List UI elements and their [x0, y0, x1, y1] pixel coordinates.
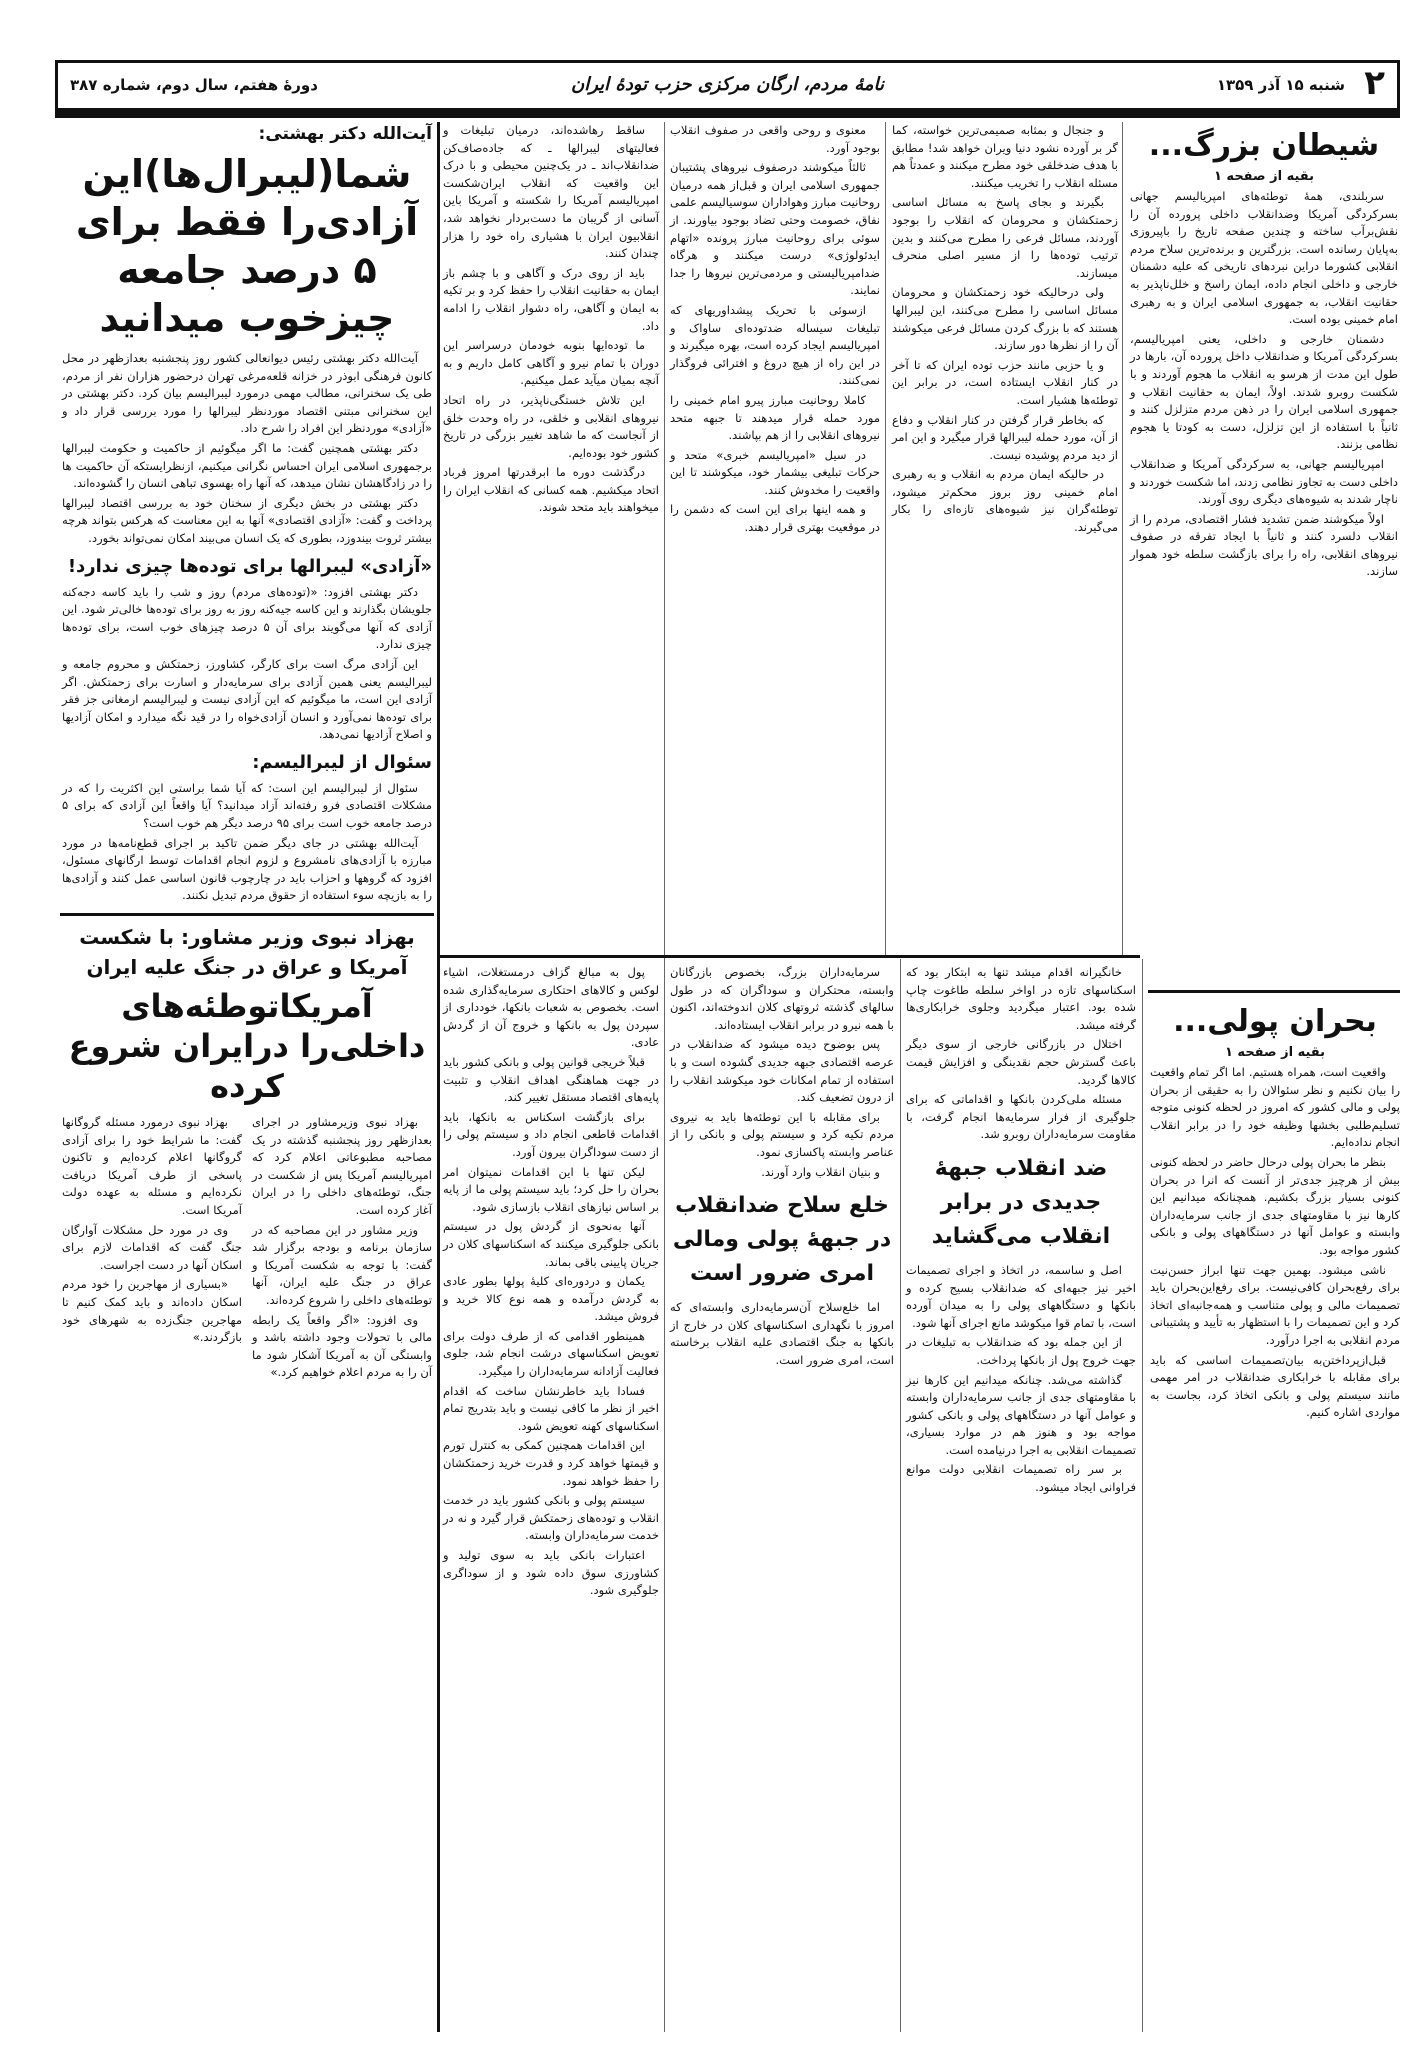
- column-divider: [437, 122, 440, 2032]
- issue-date: شنبه ۱۵ آذر ۱۳۵۹: [1216, 76, 1345, 94]
- paragraph: بر سر راه تصمیمات انقلابی دولت موانع فراوانی ایجاد میشود.: [906, 1462, 1136, 1495]
- paragraph: اما خلع‌سلاح آن‌سرمایه‌داری وابسته‌ای که امروز با نگهداری اسکناسهای کلان در خارج از بانکها به جنگ اقتصادی علیه انقلاب برخاسته است، امری ضرور است.: [670, 1300, 894, 1367]
- paragraph: درگذشت دوره ما ابرقدرتها امروز قرباد اتحاد میکشیم. همه کسانی که انقلاب ایران را میخواهند باید متحد شوند.: [443, 465, 659, 515]
- section-divider: [60, 913, 434, 916]
- article-headline: شما(لیبرال‌ها)این آزادی‌را فقط برای ۵ درصد جامعه چیزخوب میدانید: [75, 152, 419, 340]
- paragraph: کاملا روحانیت مبارز پیرو امام خمینی را مورد حمله قرار میدهند تا جبهه متحد نیروهای انقلابی را از هم بپاشند.: [670, 392, 880, 443]
- paragraph: امپریالیسم جهانی، به سرکردگی آمریکا و ضدانقلاب داخلی دست به تجاوز نظامی زدند، اما شکست خوردند و ناچار شدند به شیوه‌های دیگری روی آورند.: [1130, 456, 1398, 507]
- paragraph: و یا حزبی مانند حزب توده ایران که تا آخر در کنار انقلاب ایستاده است، در برابر این توطئه‌ها هشیار است.: [892, 357, 1118, 407]
- paragraph: اولاً میکوشند ضمن تشدید فشار اقتصادی، مردم را از انقلاب دلسرد کنند و ثانیاً با ایجاد تفرقه در صفوف نیروهای انقلابی، راه را برای بازگشت سلطه خود هموار سازند.: [1130, 511, 1398, 579]
- newspaper-title: نامهٔ مردم، ارگان مرکزی حزب تودهٔ ایران: [571, 74, 884, 95]
- paragraph: مسئله ملی‌کردن بانکها و اقداماتی که برای جلوگیری از فرار سرمایه‌ها انجام گرفت، با مقاومت سرمایه‌داران روبرو شد.: [906, 1092, 1136, 1142]
- article-bohran: [1150, 998, 1400, 1424]
- paragraph: واقعیت است، همراه هستیم. اما اگر تمام واقعیت را بیان نکنیم و نظر سئوالان را به حقیقی از بحران پولی و مالی کشور که امروز در لحظه کنونی متوجه تسلیم‌طلبی بخشها وظیفه خود را در برابر انقلاب انجام نداده‌ایم.: [1150, 1065, 1400, 1150]
- paragraph: بنظر ما بحران پولی درحال حاضر در لحظه کنونی بیش از هرچیز جدی‌تر از آنست که انرا در بحران کنونی بسیار بزرگ بکشیم. همچنانکه میدانیم این کارها نیز با مقاومتهای جدی از جانب سرمایه‌داران وابسته و عوامل آنها در دستگاههای پولی و بانکی کشور مواجه بود.: [1150, 1154, 1400, 1257]
- paragraph: قبل‌ازپرداختن‌به بیان‌تصمیمات اساسی که باید برای مقابله با خرابکاری ضدانقلاب در امر مهمی مانند سیستم پولی و بانکی اتخاذ کرد، بجاست به مواردی اشاره کنیم.: [1150, 1352, 1400, 1420]
- text-column: [670, 964, 894, 1372]
- article-nabavi-col1: [252, 1114, 432, 1384]
- paragraph: لیکن تنها با این اقدامات نمیتوان امر بحران را حل کرد؛ باید سیستم پولی ما از پایه بر اساس نیازهای انقلاب بازسازی شود.: [443, 1164, 659, 1214]
- page-number: ۲: [1364, 63, 1385, 103]
- paragraph: اختلال در بازرگانی خارجی از سوی دیگر باعث گسترش حجم نقدینگی و افزایش قیمت کالاها گردید.: [906, 1037, 1136, 1087]
- paragraph: وزیر مشاور در این مصاحبه که در سازمان برنامه و بودجه برگزار شد گفت: با توجه به شکست آمریکا و عراق در جنگ علیه ایران، آنها توطئه‌های داخلی را شروع کرده‌اند.: [252, 1222, 432, 1307]
- article-nabavi-col2: [62, 1114, 242, 1384]
- continued-label: بقیه از صفحه ۱: [1224, 1045, 1326, 1060]
- left-column: [62, 120, 432, 1384]
- paragraph: وی در مورد حل مشکلات آوارگان جنگ گفت که اقدامات لازم برای اسکان آنها در دست اجراست.: [62, 1222, 242, 1272]
- subheading: سئوال از لیبرالیسم:: [252, 751, 432, 773]
- paragraph: برای مقابله با این توطئه‌ها باید به نیروی مردم تکیه کرد و سیستم پولی و بانکی را از عناصر وابسته پاکسازی نمود.: [670, 1109, 894, 1159]
- paragraph: وی افزود: «اگر واقعاً یک رابطه مالی با تحولات وجود داشته باشد و وابستگی آن به آمریکا آشکار شود ما آن را به مردم اعلام خواهیم کرد.»: [252, 1312, 432, 1380]
- text-column: [443, 964, 659, 1602]
- paragraph: ساقط رهاشده‌اند، درمیان تبلیغات و فعالیتهای لیبرالها ـ که جاده‌صاف‌کن ضدانقلاب‌اند ـ در یک‌چنین محیطی و با درک این واقعیت که انقلاب ایران‌شکست امپریالیسم آمریکا را شکسته و آمریکا باین آسانی از گریبان ما دست‌بردار نخواهد شد، انقلابیون ایران با هشیاری راه خود را هزار چندان کنند.: [443, 123, 659, 261]
- issue-number: دورهٔ هفتم، سال دوم، شماره ۳۸۷: [70, 76, 318, 94]
- paragraph: فسادا باید خاطرنشان ساخت که اقدام اخیر از نظر ما کافی نیست و باید بتدریج تمام اسکناسهای کهنه تعویض شود.: [443, 1383, 659, 1433]
- paragraph: بهزاد نبوی درمورد مسئله گروگانها گفت: ما شرایط خود را برای آزادی گروگانها اعلام کرده‌ایم و تاکنون پاسخی از طرف آمریکا دریافت نکرده‌ایم و مسئله به عهده دولت آمریکا است.: [62, 1115, 242, 1217]
- article-kicker: آیت‌الله دکتر بهشتی:: [258, 124, 432, 144]
- paragraph: در سیل «امپریالیسم خبری» متحد و حرکات تبلیغی بیشمار خود، میکوشند تا این واقعیت را مخدوش کنند.: [670, 447, 880, 497]
- continued-label: بقیه از صفحه ۱: [1213, 169, 1315, 184]
- paragraph: اعتبارات بانکی باید به سوی تولید و کشاورزی سوق داده شود و از سوداگری جلوگیری شود.: [443, 1548, 659, 1598]
- paragraph: قبلاً خریجی قوانین پولی و بانکی کشور باید در جهت هماهنگی اهداف انقلاب و تثبیت پایه‌های اقتصاد مستقل تغییر کند.: [443, 1054, 659, 1105]
- column-divider: [664, 122, 665, 2032]
- text-column: [443, 122, 659, 519]
- paragraph: پول به مبالغ گزاف درمستغلات، اشیاء لوکس و کالاهای احتکاری سرمایه‌گذاری شده است. بخصوص به شعبات بانکها، خودداری از سپردن پول به بانکها و خروج آن از گردش عادی.: [443, 965, 659, 1050]
- paragraph: آیت‌الله دکتر بهشتی رئیس دیوانعالی کشور روز پنجشنبه بعدازظهر در محل کانون فرهنگی ابوذر در خزانه قلعه‌مرغی تهران درحضور هزاران نفر از مردم، طی یک سخنرانی، مطالب مهمی درمورد لیبرالیسم بیان کرد. دکتر بهشتی در این سخنرانی مبتنی اقتصاد موردنظر لیبرالها را مورد بررسی قرار داد و «آزادی» موردنظر این افراد را شرح داد.: [62, 351, 432, 436]
- article-headline: بحران پولی...: [1173, 1004, 1377, 1039]
- paragraph: ناشی میشود. بهمین جهت تنها ابراز حسن‌نیت برای رفع‌بحران کافی‌نیست. برای رفع‌این‌بحران باید تصمیمات مالی و پولی متناسب و همه‌جانبه‌ای اتخاذ کرد و این تصمیمات را با استظهار به تأیید و پشتیبانی مردم انقلابی به اجرا درآورد.: [1150, 1262, 1400, 1347]
- paragraph: دکتر بهشتی افزود: «(توده‌های مردم) روز و شب را باید کاسه دجه‌کنه جلویشان بگذارند و این کاسه جیه‌کنه روز به روز برای توده‌ها خالی‌تر شود. این آزادی که آنها می‌گویند برای آن ۵ درصد چیزهای خوب است، برای توده‌ها چیزی ندارد.: [62, 584, 432, 652]
- article-nabavi-body: [62, 1114, 432, 1384]
- paragraph: گذاشته می‌شد. چنانکه میدانیم این کارها نیز با مقاومتهای جدی از جانب سرمایه‌داران وابسته و عوامل آنها در دستگاههای پولی و بانکی کشور مواجه بود و هنوز هم در موارد بسیاری، تصمیمات انقلابی به اجرا درنیامده است.: [906, 1372, 1136, 1457]
- paragraph: از این جمله بود که ضدانقلاب به تبلیغات در جهت خروج پول از بانکها پرداخت.: [906, 1335, 1136, 1367]
- paragraph: بهزاد نبوی وزیرمشاور در اجرای بعدازظهر روز پنجشنبه گذشته در یک مصاحبه مطبوعاتی اعلام کرد که امپریالیسم آمریکا پس از شکست در جنگ، توطئه‌های داخلی را در ایران آغاز کرده است.: [252, 1115, 432, 1217]
- article-headline: ضد انقلاب جبههٔ جدیدی در برابر انقلاب می‌گشاید: [931, 1155, 1111, 1249]
- paragraph: معنوی و روحی واقعی در صفوف انقلاب بوجود آورد.: [670, 123, 880, 155]
- paragraph: برای بازگشت اسکناس به بانکها، باید اقدامات قاطعی انجام داد و سیستم پولی را از دست سوداگران بیرون آورد.: [443, 1109, 659, 1159]
- paragraph: «بسیاری از مهاجرین را خود مردم اسکان داده‌اند و باید کمک کنیم تا مهاجرین جنگ‌زده به شهرهای خود بازگردند.»: [62, 1277, 242, 1345]
- column-divider: [885, 122, 886, 955]
- section-divider: [1148, 990, 1400, 993]
- paragraph: اصل و ساسمه، در اتخاذ و اجرای تصمیمات اخیر نیز جبهه‌ای که ضدانقلاب بسیج کرده و بانکها و دستگاههای پولی را به میدان آورده است، با تمام قوا میکوشد مانع اجرای آنها شود.: [906, 1262, 1136, 1330]
- article-headline: شیطان بزرگ...: [1148, 128, 1380, 163]
- paragraph: و بنیان انقلاب وارد آورند.: [761, 1164, 880, 1179]
- paragraph: ما توده‌ایها بنوبه خودمان درسراسر این دوران با تمام نیرو و آگاهی کامل داریم و به آنچه بمیان میآید عمل میکنیم.: [443, 338, 659, 388]
- paragraph: سرمایه‌داران بزرگ، بخصوص بازرگانان وابسته، محتکران و سوداگران که در طول سالهای گذشته ثروتهای کلان اندوخته‌اند، اکنون با همه نیرو در برابر انقلاب ایستاده‌اند.: [670, 965, 894, 1032]
- paragraph: دکتر بهشتی همچنین گفت: ما اگر میگوئیم از حاکمیت و حکومت لیبرالها برجمهوری اسلامی ایران احساس نگرانی میکنیم، ازنظرایستکه آن حاکمیت ها را در زادگاهشان نشان میدهد، که آنها راه بهسوی تباهی انسان را گشوده‌اند.: [62, 440, 432, 491]
- paragraph: در حالیکه ایمان مردم به انقلاب و به رهبری امام خمینی روز بروز محکم‌تر میشود، توطئه‌گران نیز شیوه‌های تازه‌ای را بکار می‌گیرند.: [892, 467, 1118, 535]
- paragraph: این تلاش خستگی‌ناپذیر، در راه اتحاد نیروهای انقلابی و خلقی، در راه وحدت خلق از آنجاست که ما شاهد تغییر بزرگی در تاریخ کشور خود بوده‌ایم.: [443, 392, 659, 460]
- article-beheshti: [62, 122, 432, 905]
- paragraph: سیستم پولی و بانکی کشور باید در خدمت انقلاب و توده‌های زحمتکش قرار گیرد و نه در خدمت سرمایه‌داران وابسته.: [443, 1493, 659, 1543]
- column-divider: [900, 959, 901, 2032]
- paragraph: این اقدامات همچنین کمکی به کنترل تورم و قیمتها خواهد کرد و قدرت خرید زحمتکشان را حفظ خواهد نمود.: [443, 1438, 659, 1488]
- paragraph: و جنجال و بمثابه صمیمی‌ترین خواسته، کما گر بر آورده نشود دنیا ویران خواهد شد! مطابق با هدف ضدخلقی خود مطرح میکنند و عمدتاً هم مسئله انقلاب را تخریب میکنند.: [892, 123, 1118, 190]
- paragraph: سئوال از لیبرالیسم این است: که آیا شما براستی این اکثریت را که در مشکلات اقتصادی فرو رفته‌اند آزاد میدانید؟ آیا واقعاً این آزادی که برای ۵ درصد جامعه خوب است برای ۹۵ درصد دیگر هم خوب است؟: [62, 780, 432, 831]
- paragraph: که بخاطر قرار گرفتن در کنار انقلاب و دفاع از آن، مورد حمله لیبرالها قرار میگیرد و این امر از دید مردم پوشیده نیست.: [892, 412, 1118, 462]
- paragraph: ثالثاً میکوشند درصفوف نیروهای پشتیبان جمهوری اسلامی ایران و قبل‌از همه درمیان روحانیت مبارز وهواداران سوسیالیسم علمی نفاق، خصومت وحتی تضاد بوجود بیاورند. از سوئی برای روحانیت مبارز پرونده «اتهام ایدئولوژی» درست میکنند و هرگاه ضدامپریالیستی و مردمی‌ترین نیروها را جدا نمایند.: [670, 160, 880, 298]
- paragraph: خانگیرانه اقدام میشد تنها به ابتکار بود که اسکناسهای تازه در اواخر سلطه طاغوت چاپ شده بود. اعتبار میگردید وجلوی خرابکاری‌ها گرفته میشد.: [906, 965, 1136, 1032]
- paragraph: سربلندی، همهٔ توطئه‌های امپریالیسم جهانی بسرکردگی آمریکا وضدانقلاب داخلی پرورده آن را نقش‌برآب ساخته و چندین صفحه تاریخ را باپیروزی به‌پایان رسانده است. بزرگترین و برنده‌ترین سلاح مردم انقلابی کشورما دراین نبردهای تاریخی که علیه دشمنان خارجی و داخلی انجام داده، ایمان راسخ و خلل‌ناپذیر به حقانیت انقلاب، به جمهوری اسلامی ایران و به رهبری امام خمینی بوده است.: [1130, 189, 1398, 327]
- column-divider: [1122, 122, 1123, 955]
- paragraph: و همه اینها برای این است که دشمن را در موقعیت بهتری قرار دهند.: [670, 502, 880, 535]
- text-column: [906, 964, 1136, 1499]
- paragraph: ولی درحالیکه خود زحمتکشان و محرومان مسائل اساسی را مطرح می‌کنند، این لیبرالها هستند که با بزرگ کردن مسائل فرعی میکوشند آن را از نظرها دور سازند.: [892, 285, 1118, 353]
- paragraph: باید از روی درک و آگاهی و با چشم باز ایمان به حقانیت انقلاب را حفظ کرد و بر تکیه به ایمان و آگاهی، راه دشوار انقلاب را ادامه داد.: [443, 265, 659, 333]
- paragraph: ازسوئی با تحریک پیشداوریهای که تبلیغات سیساله ضدتوده‌ای ساواک و امپریالیسم ایجاد کرده است، بهره میگیرند و در این راه از هیچ دروغ و افترائی فروگذار نمی‌کنند.: [670, 302, 880, 388]
- column-divider: [1142, 959, 1143, 2032]
- article-nabavi: [62, 922, 432, 1384]
- article-headline: آمریکاتوطئه‌های داخلی‌را درایران شروع کرده: [68, 987, 426, 1106]
- paragraph: این آزادی مرگ است برای کارگر، کشاورز، زحمتکش و محروم جامعه و لیبرالیسم یعنی همین آزادی برای سرمایه‌دار و اسارت برای زحمتکش. اگر آزادی این است، ما میگوئیم که این آزادی نیست و لیبرالیسم ارمغانی جز فقر برای توده‌ها نمی‌آورد و انسان آزادی‌خواه را در قید نگه میدارد و امکان آزادیها و اصلاح آزادیها نمی‌دهد.: [62, 656, 432, 742]
- paragraph: یکمان و دردوره‌ای کلیهٔ پولها بطور عادی به گردش درآمده و همه نوع کالا خرید و فروش میشد.: [443, 1274, 659, 1324]
- paragraph: بگیرند و بجای پاسخ به مسائل اساسی زحمتکشان و محرومان که انقلاب را بوجود آوردند، مسائل فرعی را مطرح می‌کنند و بدین ترتیب توده‌ها را از مسیر اصلی منحرف میسازند.: [892, 195, 1118, 280]
- section-divider: [440, 955, 1140, 958]
- text-column: [892, 122, 1118, 539]
- paragraph: همینطور اقدامی که از طرف دولت برای تعویض اسکناسهای درشت انجام شد، جلوی فعالیت آزادانه سرمایه‌داران را میگیرد.: [443, 1328, 659, 1379]
- paragraph: دشمنان خارجی و داخلی، یعنی امپریالیسم، بسرکردگی آمریکا و ضدانقلاب داخل پرورده آن، بارها در طول این مدت از هرسو به انقلاب ما هجوم آوردند و با شکست روبرو شدند. اولاً، ایمان به حقانیت انقلاب و جمهوری اسلامی ایران را در ذهن مردم متزلزل کنند و ثانیاً با استفاده از این تزلزل، دست به کودتا یا هجوم نظامی بزنند.: [1130, 331, 1398, 452]
- paragraph: پس بوضوح دیده میشود که ضدانقلاب در عرصه اقتصادی جبهه جدیدی گشوده است و با استفاده از تمام امکانات خود میکوشد انقلاب را از درون تضعیف کند.: [670, 1037, 894, 1105]
- paragraph: آنها به‌نحوی از گردش پول در سیستم بانکی جلوگیری میکنند که اسکناسهای کلان در جریان پایینی باقی بماند.: [443, 1219, 659, 1269]
- article-kicker: بهزاد نبوی وزیر مشاور: با شکست آمریکا و عراق در جنگ علیه ایران: [79, 925, 415, 980]
- paragraph: آیت‌الله بهشتی در جای دیگر ضمن تاکید بر اجرای قطع‌نامه‌ها در مورد مبارزه با آزادی‌های نامشروع و لزوم انجام اقدامات توسط ارگانهای مسئول، افزود که گروهها و احزاب باید در چارچوب قانون اساسی عمل کنند و آزادی‌ها را به بازیچه سوء استفاده از حقوق مردم تبدیل نکنند.: [62, 835, 432, 903]
- article-headline: خلع سلاح ضدانقلاب در جبههٔ پولی ومالی امری ضرور است: [672, 1193, 892, 1287]
- text-column: [670, 122, 880, 539]
- article-shaytan: [1130, 122, 1398, 583]
- paragraph: دکتر بهشتی در بخش دیگری از سخنان خود به بررسی اقتصاد لیبرالها پرداخت و گفت: «آزادی اقتصادی» آنها به این معناست که هرکس بتواند هرچه بیشتر ثروت بیندوزد، بطوری که یک انسان می‌بیند امکان نمی‌تواند بخورد.: [62, 495, 432, 545]
- subheading: «آزادی» لیبرالها برای توده‌ها چیزی ندارد!: [67, 555, 432, 577]
- masthead: [55, 60, 1400, 118]
